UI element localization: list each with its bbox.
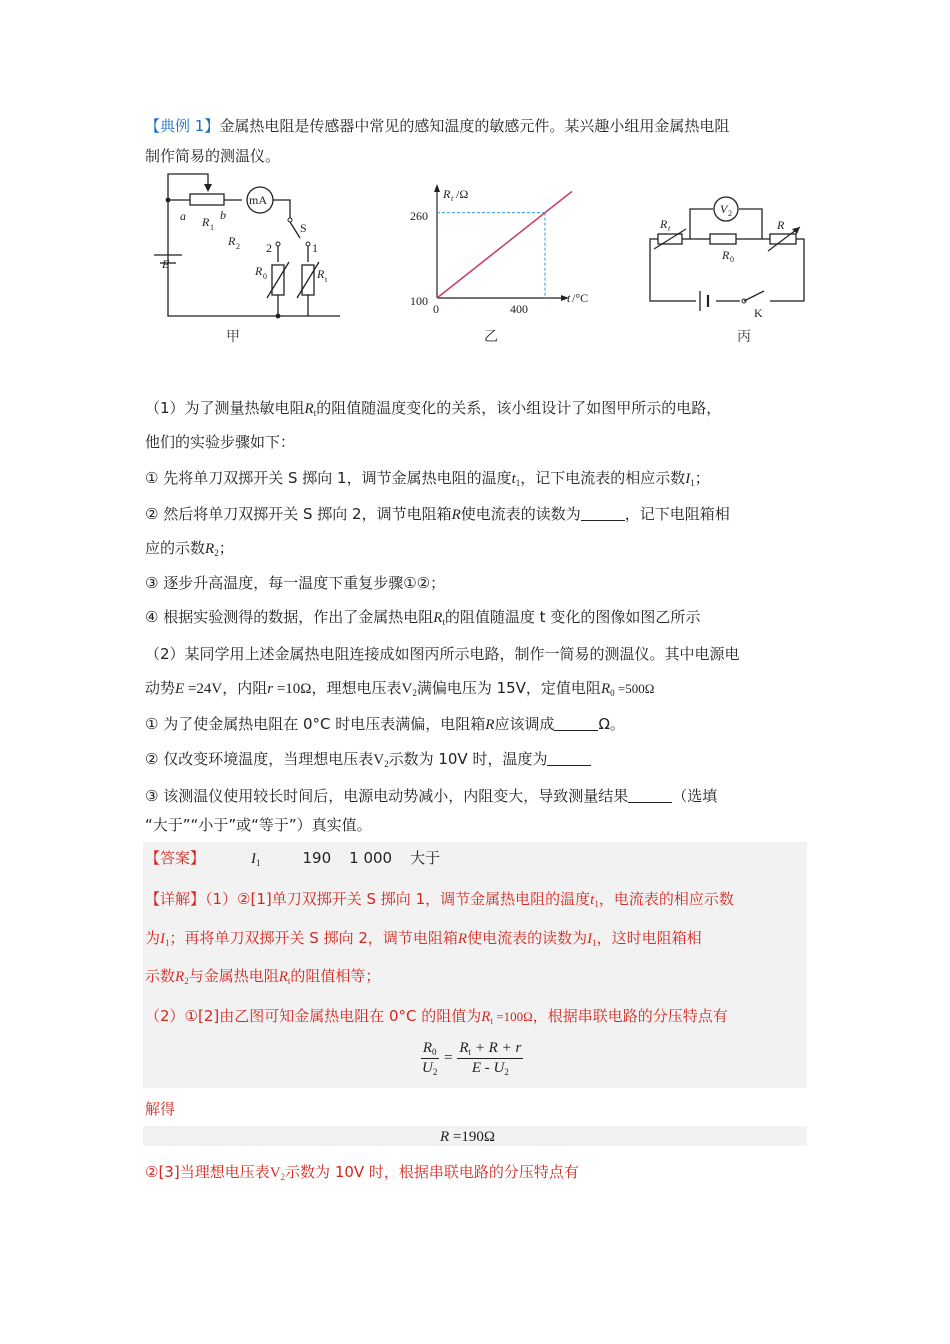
detail-line-5: ②[3]当理想电压表$V_2$示数为 10V 时，根据串联电路的分压特点有 [145,1163,579,1182]
key-label: K [754,306,763,320]
label-E: E [162,257,170,271]
x-axis-label: t [567,291,571,305]
y-axis-label: R [443,187,451,201]
x-tick-400: 400 [510,302,528,316]
q1-step-2: ② 然后将单刀双掷开关 S 掷向 2，调节电阻箱R使电流表的读数为 ，记下电阻箱相 [145,505,730,523]
detail-line-2: 为$I_1$；再将单刀双掷开关 S 掷向 2，调节电阻箱R使电流表的读数为$I_1$，这时电阻箱相 [145,929,702,948]
graph-yi [405,180,605,320]
voltmeter-label: V [720,202,728,216]
svg-text:/Ω: /Ω [456,187,469,201]
svg-text:1: 1 [312,241,318,255]
y-tick-100: 100 [410,294,428,308]
ammeter-label: mA [249,193,267,207]
svg-text:t: t [325,275,328,284]
svg-text:1: 1 [210,223,214,232]
q1-step-2-cont: 应的示数$R_2$； [145,539,234,558]
svg-text:R: R [660,217,668,231]
blank-3[interactable] [547,751,591,766]
svg-text:t: t [451,194,454,203]
circuit-bing [640,195,815,325]
svg-text:2: 2 [728,209,732,218]
svg-text:R: R [777,218,785,232]
svg-text:R: R [722,248,730,262]
fraction-left: $\frac{R_0}{U_2}$ [422,1040,438,1077]
svg-text:2: 2 [266,241,272,255]
svg-text:t: t [668,224,671,233]
equation-1: $\frac{R_0}{U_2}$ = $\frac{R_t + R + r}{E - U_2}$ [422,1040,522,1077]
solve-label: 解得 [145,1100,176,1118]
q1-step-3: ③ 逐步升高温度，每一温度下重复步骤①②； [145,574,446,592]
intro-line-2: 制作简易的测温仪。 [145,147,281,165]
caption-jia: 甲 [226,329,240,345]
detail-line-4: （2）①[2]由乙图可知金属热电阻在 0°C 的阻值为$R_t =100\Omega$，根据串联电路的分压特点有 [145,1007,728,1026]
svg-text:0: 0 [263,272,267,281]
svg-text:R: R [202,215,210,229]
fraction-right: $\frac{R_t + R + r}{E - U_2}$ [459,1040,522,1077]
detail-line-3: 示数$R_2$与金属热电阻$R_t$的阻值相等； [145,967,381,986]
q2-line-1: （2）某同学用上述金属热电阻连接成如图丙所示电路，制作一简易的测温仪。其中电源电 [145,645,740,663]
caption-yi: 乙 [484,329,498,345]
y-tick-260: 260 [410,209,428,223]
svg-text:/°C: /°C [572,291,589,305]
caption-bing: 丙 [737,329,751,345]
q1-step-4: ④ 根据实验测得的数据，作出了金属热电阻$R_t$的阻值随温度 t 变化的图像如图乙所示 [145,608,701,627]
intro-line-1: 【典例 1】金属热电阻是传感器中常见的感知温度的敏感元件。某兴趣小组用金属热电阻 [145,117,730,135]
q1-line-1: （1）为了测量热敏电阻$R_t$的阻值随温度变化的关系，该小组设计了如图甲所示的电路， [145,399,722,418]
q1-step-1: ① 先将单刀双掷开关 S 掷向 1，调节金属热电阻的温度$t_1$，记下电流表的相应示数$I_1$； [145,469,710,488]
detail-line-1: 【详解】（1）②[1]单刀双掷开关 S 掷向 1，调节金属热电阻的温度$t_1$，电流表的相应示数 [145,890,734,909]
label-a: a [180,209,186,223]
svg-text:0: 0 [730,255,734,264]
blank-4[interactable] [628,788,672,803]
svg-text:R: R [317,267,325,281]
q2-line-2: 动势E =24V，内阻r =10Ω，理想电压表$V_2$满偏电压为 15V，定值电阻$R_0 =500\Omega$ [145,679,655,698]
label-b: b [220,208,226,222]
circuit-jia [140,170,340,330]
answer-line: 【答案】 $I_1$ 190 1 000 大于 [145,849,441,868]
switch-label: S [300,221,307,235]
blank-2[interactable] [554,716,598,731]
q2-step-3-cont: “大于”“小于”或“等于”）真实值。 [145,816,372,834]
q2-step-1: ① 为了使金属热电阻在 0°C 时电压表满偏，电阻箱R应该调成 Ω。 [145,715,625,733]
q2-step-3: ③ 该测温仪使用较长时间后，电源电动势减小，内阻变大，导致测量结果 （选填 [145,787,718,805]
blank-1[interactable] [581,506,625,521]
example-tag: 【典例 1】 [145,117,220,135]
svg-text:R: R [228,234,236,248]
series-line [437,191,572,298]
svg-text:2: 2 [236,242,240,251]
q1-line-2: 他们的实验步骤如下： [145,433,296,451]
svg-text:R: R [255,264,263,278]
q2-step-2: ② 仅改变环境温度，当理想电压表$V_2$示数为 10V 时，温度为 [145,748,591,775]
result-equation: R =190Ω [440,1129,496,1145]
x-tick-0: 0 [433,302,439,316]
